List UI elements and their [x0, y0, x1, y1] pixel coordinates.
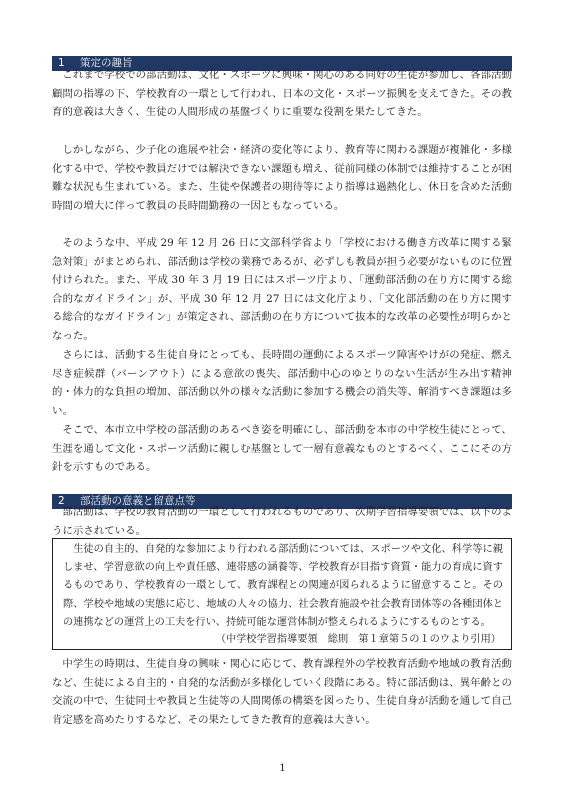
section-1-number: 1: [58, 57, 65, 69]
guideline-quote-text: 生徒の自主的、自発的な参加により行われる部活動については、スポーツや文化、科学等に親しませ、学習意欲の向上や責任感、連帯感の涵養等、学校教育が目指す資質・能力の育成に資するものであり、学校教育の一環として、教育課程との関連が図られるように留意すること。その際、学校や地域の実態に応じ、地域の人々の協力、社会教育施設や社会教育団体等の各種団体との連携などの運営上の工夫を行い、持続可能な運営体制が整えられるようにするものとする。: [63, 544, 503, 628]
section-2-title: 部活動の意義と留意点等: [80, 495, 196, 507]
section-1-title: 策定の趣旨: [80, 57, 133, 69]
section-2-number: 2: [58, 495, 65, 507]
guideline-quote-source: （中学校学習指導要領 総則 第１章第５の１のウより引用）: [215, 634, 501, 645]
section-1-paragraph-4: さらには、活動する生徒自身にとっても、長時間の運動によるスポーツ障害やけがの発症、燃え尽き症候群（バーンアウト）による意欲の喪失、部活動中心のゆとりのない生活が生み出す精神的・体力的な負担の増加、部活動以外の様々な活動に参加する機会の消失等、解消すべき課題は多い。: [52, 349, 512, 417]
section-2-closing-paragraph: 中学生の時期は、生徒自身の興味・関心に応じて、教育課程外の学校教育活動や地域の教育活動など、生徒による自主的・自発的な活動が多様化していく段階にある。特に部活動は、異年齢との交流の中で、生徒同士や教員と生徒等の人間関係の構築を図ったり、生徒自身が活動を通して自己肯定感を高めたりするなど、その果たしてきた教育的意義は大きい。: [52, 658, 512, 726]
section-1-paragraph-3: そのような中、平成 29 年 12 月 26 日に文部科学省より「学校における働き方改革に関する緊急対策」がまとめられ、部活動は学校の業務であるが、必ずしも教員が担う必要がないものに位置付けられた。また、平成 30 年 3 月 19 日にはスポーツ庁より、「運動部活動の在り方に関する総合的なガイドライン」が、平成 30 年 12 月 27 日には文化庁より、「文化部活動の在り方に関する総合的なガイドライン」が策定され、部活動の在り方について抜本的な改革の必要性が明らかとなった。: [52, 237, 513, 342]
section-1-paragraph-5: そこで、本市立中学校の部活動のあるべき姿を明確にし、部活動を本市の中学校生徒にとって、生涯を通して文化・スポーツ活動に親しむ基盤として一層有意義なものとするべく、ここにその方針を示すものである。: [52, 424, 512, 473]
section-1-paragraph-1: これまで学校での部活動は、文化・スポーツに興味・関心のある同好の生徒が参加し、各部活動顧問の指導の下、学校教育の一環として行われ、日本の文化・スポーツ振興を支えてきた。その教育的意義は大きく、生徒の人間形成の基盤づくりに重要な役割を果たしてきた。: [52, 69, 512, 118]
section-1-paragraph-2: しかしながら、少子化の進展や社会・経済の変化等により、教育等に関わる課題が複雑化・多様化する中で、学校や教員だけでは解決できない課題も増え、従前同様の体制では維持することが困難な状況も生まれている。また、生徒や保護者の期待等により指導は過熱化し、休日を含めた活動時間の増大に伴って教員の長時間勤務の一因ともなっている。: [52, 144, 512, 212]
page-number: 1: [279, 763, 286, 774]
guideline-quote-box: [52, 538, 512, 650]
section-2-intro: 部活動は、学校の教育活動の一環として行われるものであり、次期学習指導要領では、以下のように示されている。: [52, 506, 512, 537]
